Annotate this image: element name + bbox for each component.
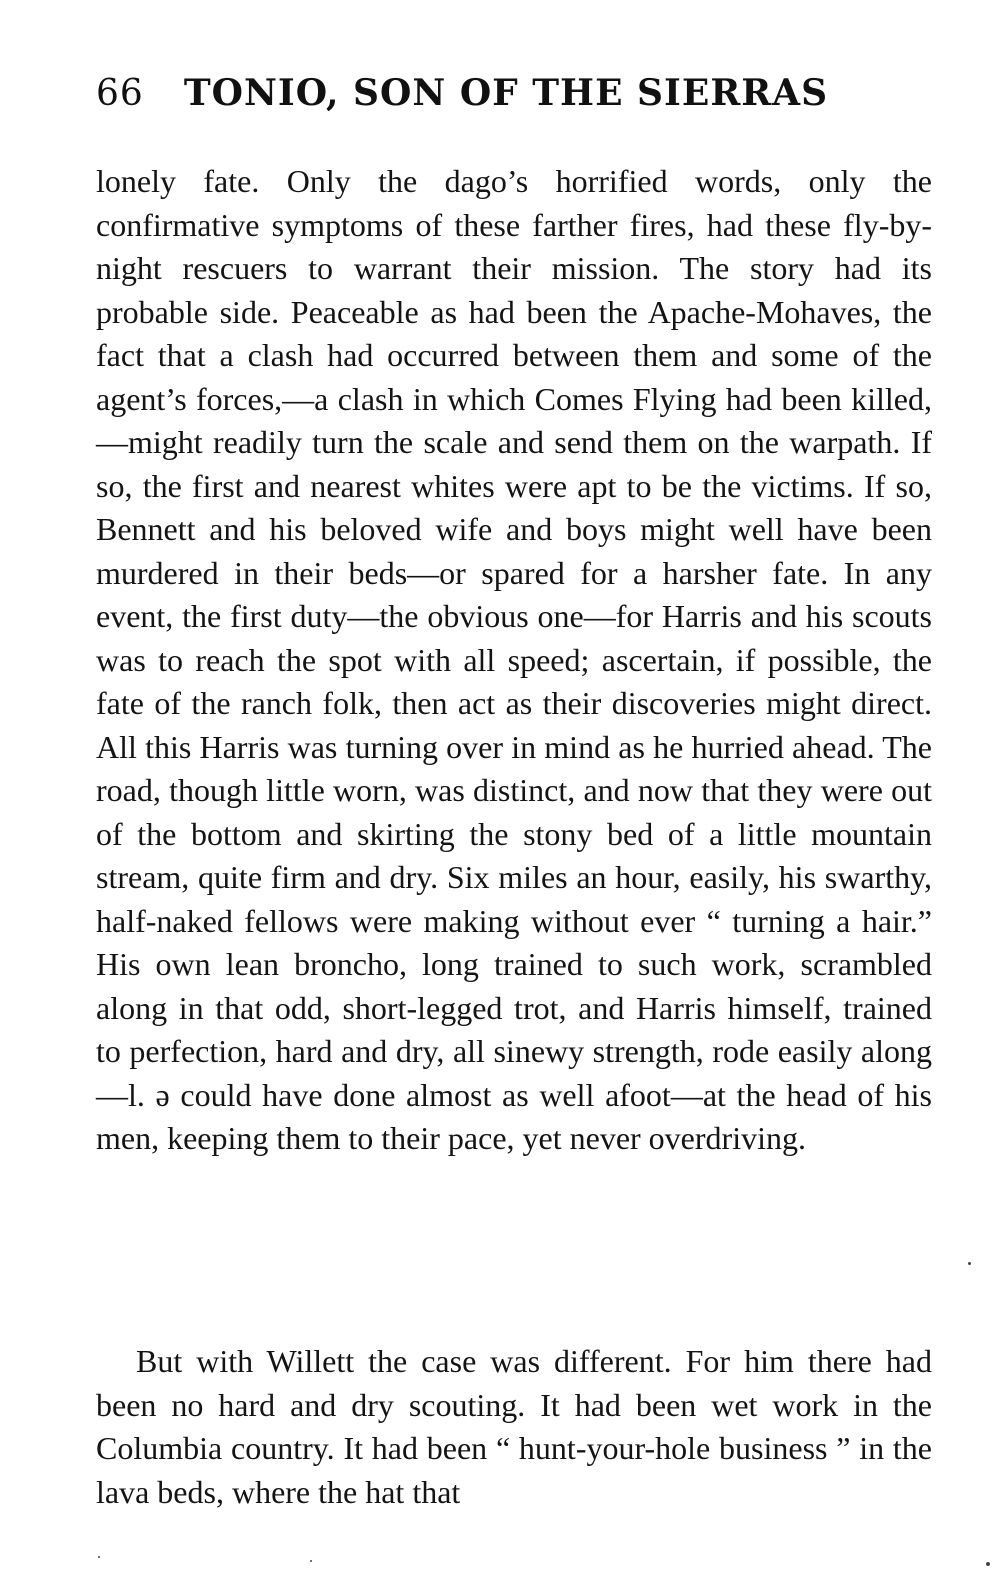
scan-speck: [986, 1562, 990, 1566]
scan-speck: [968, 1262, 971, 1265]
scan-speck: [98, 1556, 100, 1558]
running-title: TONIO, SON OF THE SIERRAS: [183, 72, 829, 114]
scan-speck: [310, 1560, 312, 1562]
body-paragraph: lonely fate. Only the dago’s horrified words, only the confirmative symptoms of these farther fires, had these fly-by-night rescuers to warrant their mission. The story had its probable side. Peaceable as had been the Apache-Mohaves, the fact that a clash had occurred between them and some of the agent’s forces,—a clash in which Comes Flying had been killed,—might readily turn the scale and send them on the warpath. If so, the first and nearest whites were apt to be the victims. If so, Bennett and his beloved wife and boys might well have been murdered in their beds—or spared for a harsher fate. In any event, the first duty—the obvious one—for Harris and his scouts was to reach the spot with all speed; ascertain, if possible, the fate of the ranch folk, then act as their discoveries might direct. All this Harris was turning over in mind as he hurried ahead. The road, though little worn, was distinct, and now that they were out of the bottom and skirting the stony bed of a little mountain stream, quite firm and dry. Six miles an hour, easily, his swarthy, half-naked fellows were making without ever “ turning a hair.” His own lean broncho, long trained to such work, scrambled along in that odd, short-legged trot, and Harris himself, trained to perfection, hard and dry, all sinewy strength, rode easily along—l. ə could have done almost as well afoot—at the head of his men, keeping them to their pace, yet never overdriving.: [96, 163, 932, 1156]
page-header: [96, 72, 936, 132]
paragraph-1-block: [96, 160, 932, 1161]
paragraph-2-block: [96, 1340, 932, 1514]
page-number: 66: [96, 73, 144, 114]
body-paragraph: But with Willett the case was different. For him there had been no hard and dry scouting. It had been wet work in the Columbia country. It had been “ hunt-your-hole business ” in the lava beds, where the hat that: [96, 1343, 932, 1510]
